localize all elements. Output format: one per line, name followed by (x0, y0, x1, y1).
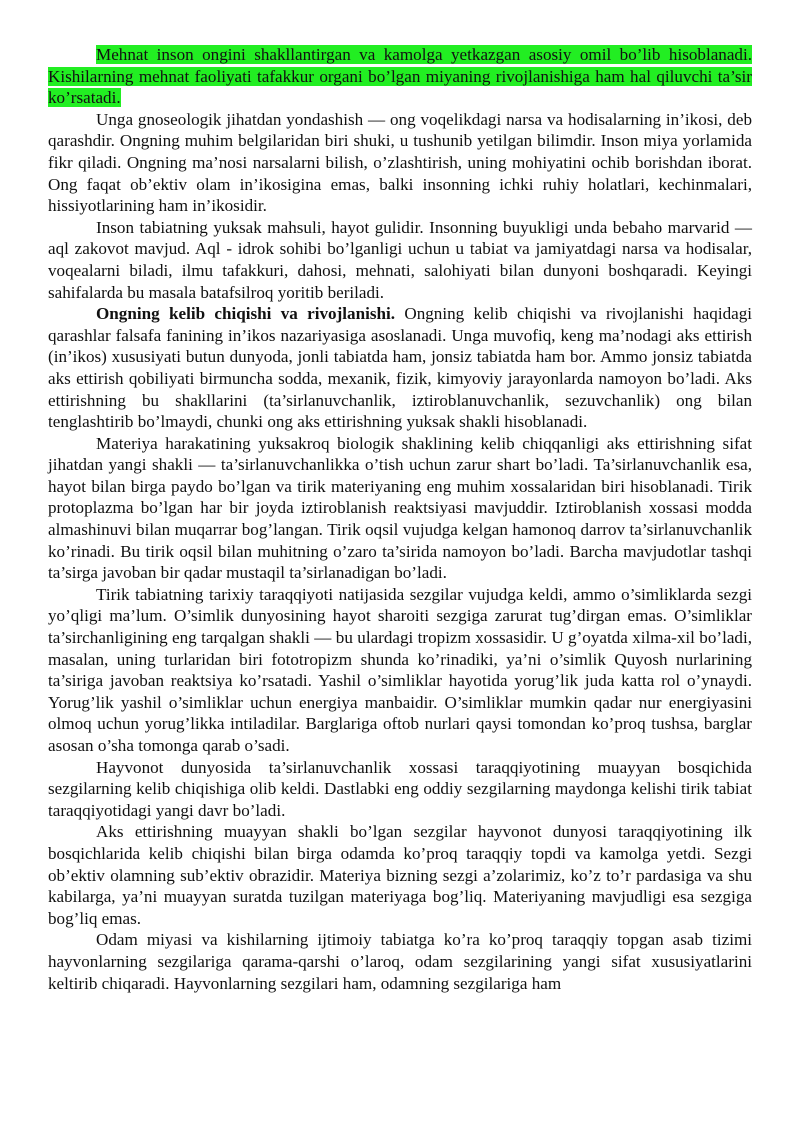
paragraph-2: Unga gnoseologik jihatdan yondashish — ong voqelikdagi narsa va hodisalarning in’ikosi, deb qarashdir. Ongning muhim belgilaridan biri shuki, u tushunib yetilgan bilimdir. Inson miya yorlamida fikr qiladi. Ongning ma’nosi narsalarni bilish, o’zlashtirish, uning mohiyatini ochib borishdan iborat. Ong faqat ob’ektiv olam in’ikosigina emas, balki insonning ichki ruhiy holatlari, kechinmalari, hissiyotlarining ham in’ikosidir. (48, 109, 752, 216)
section-heading: Ongning kelib chiqishi va rivojlanishi. (96, 304, 396, 324)
paragraph-7: Hayvonot dunyosida ta’sirlanuvchanlik xossasi taraqqiyotining muayyan bosqichida sezgilarning kelib chiqishiga olib keldi. Dastlabki eng oddiy sezgilarning maydonga kelishi tirik tabiat taraqqiyotidagi yangi davr bo’ladi. (48, 757, 752, 820)
paragraph-9: Odam miyasi va kishilarning ijtimoiy tabiatga ko’ra ko’proq taraqqiy topgan asab tizimi hayvonlarning sezgilariga qarama-qarshi o’laroq, odam sezgilarining yangi sifat xususiyatlarini keltirib chiqaradi. Hayvonlarning sezgilari ham, odamning sezgilariga ham (48, 930, 752, 993)
paragraph-5: Materiya harakatining yuksakroq biologik shaklining kelib chiqqanligi aks ettirishning sifat jihatdan yangi shakli — ta’sirlanuvchanlikka o’tish uchun zarur shart bo’ladi. Ta’sirlanuvchanlik esa, hayot bilan birga paydo bo’lgan va tirik materiyaning eng muhim xossalaridan biri hisoblanadi. Tirik protoplazma bo’lgan har bir joyda iztiroblanish reaktsiyasi mavjuddir. Iztiroblanish xossasi modda almashinuvi bilan muqarrar bog’langan. Tirik oqsil vujudga kelgan hamonoq darrov ta’sirlanuvchanlik ko’rinadi. Bu tirik oqsil bilan muhitning o’zaro ta’sirida namoyon bo’ladi. Barcha mavjudotlar tashqi ta’sirga javoban bir qadar mustaqil ta’sirlanadigan bo’ladi. (48, 433, 752, 583)
paragraph-6: Tirik tabiatning tarixiy taraqqiyoti natijasida sezgilar vujudga keldi, ammo o’simliklarda sezgi yo’qligi ma’lum. O’simlik dunyosining hayot sharoiti sezgiga zarurat tug’dirgan emas. O’simliklar ta’sirchanligining eng tarqalgan shakli — bu ulardagi tropizm xossasidir. U g’oyatda xilma-xil bo’ladi, masalan, uning turlaridan biri fototropizm shunda ko’rinadiki, ya’ni o’simlik Quyosh nurlarining ta’siriga javoban reaktsiya ko’rsatadi. Yashil o’simliklar hayotida yorug’lik juda katta rol o’ynaydi. Yorug’lik yashil o’simliklar uchun energiya manbaidir. O’simliklar mumkin qadar nur energiyasini olmoq uchun yorug’likka intiladilar. Barglariga oftob nurlari qaysi tomondan ko’proq tushsa, barglar asosan o’sha tomonga qarab o’sadi. (48, 584, 752, 755)
paragraph-8: Aks ettirishning muayyan shakli bo’lgan sezgilar hayvonot dunyosi taraqqiyotining ilk bosqichlarida kelib chiqishi bilan birga odamda ko’proq taraqqiy topdi va kamolga yetdi. Sezgi ob’ektiv olamning sub’ektiv obrazidir. Materiya bizning sezgi a’zolarimiz, ko’z to’r pardasiga va shu kabilarga, ya’ni muayyan suratda tuzilgan materiyaga bog’liq. Materiyaning mavjudligi esa sezgiga bog’liq emas. (48, 822, 752, 928)
paragraph-1 (48, 44, 752, 109)
highlighted-text: Mehnat inson ongini shakllantirgan va kamolga yetkazgan asosiy omil bo’lib hisoblanadi. Kishilarning mehnat faoliyati tafakkur organi bo’lgan miyaning rivojlanishiga ham hal qiluvchi ta’sir ko’rsatadi. (48, 45, 752, 108)
paragraph-4-text: Ongning kelib chiqishi va rivojlanishi haqidagi qarashlar falsafa fanining in’ikos nazariyasiga asoslanadi. Unga muvofiq, keng ma’nodagi aks ettirish (in’ikos) xususiyati butun dunyoda, jonli tabiatda ham, jonsiz tabiatda ham bor. Ammo jonsiz tabiatda aks ettirish qobiliyati birmuncha sodda, mexanik, fizik, kimyoviy jarayonlarda namoyon bo’ladi. Aks ettirishning bu shakllarini (ta’sirlanuvchanlik, iztiroblanuvchanlik, sezuvchanlik) ong bilan tenglashtirib bo’lmaydi, chunki ong aks ettirishning yuksak shakli hisoblanadi. (48, 304, 752, 432)
document-page (48, 44, 752, 994)
paragraph-3: Inson tabiatning yuksak mahsuli, hayot gulidir. Insonning buyukligi unda bebaho marvarid — aql zakovot mavjud. Aql - idrok sohibi bo’lganligi uchun u tabiat va jamiyatdagi narsa va hodisalar, voqealarni biladi, ilmu tafakkuri, dahosi, mehnati, salohiyati bilan dunyoni boshqaradi. Keyingi sahifalarda bu masala batafsilroq yoritib beriladi. (48, 217, 752, 302)
paragraph-4 (48, 303, 752, 433)
